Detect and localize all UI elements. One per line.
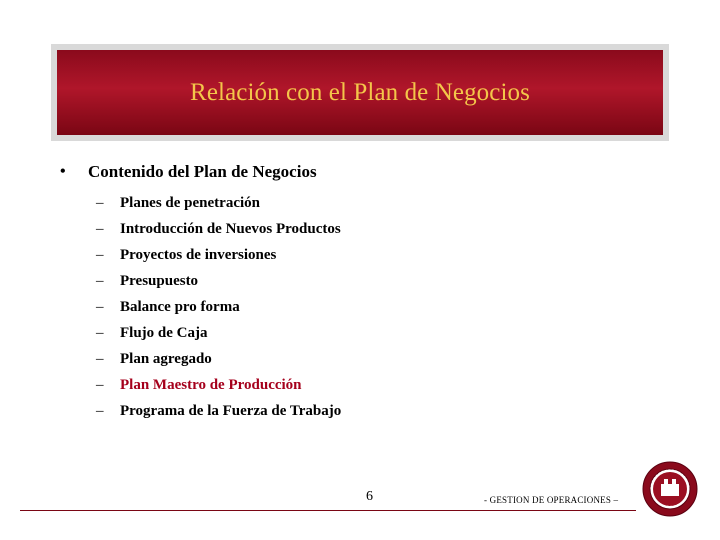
main-bullet <box>60 162 317 182</box>
title-frame <box>51 44 669 141</box>
slide-title: Relación con el Plan de Negocios <box>190 78 530 106</box>
university-seal-icon <box>641 460 699 518</box>
dash-icon: – <box>96 272 104 289</box>
bullet-icon: • <box>60 163 66 180</box>
dash-icon: – <box>96 194 104 211</box>
footer-divider <box>20 510 636 511</box>
dash-icon: – <box>96 220 104 237</box>
dash-icon: – <box>96 298 104 315</box>
list-item: – Plan agregado <box>96 350 212 367</box>
page-number: 6 <box>366 489 373 504</box>
footer-text: - GESTION DE OPERACIONES – <box>484 495 619 505</box>
dash-icon: – <box>96 324 104 341</box>
list-item: – Planes de penetración <box>96 194 260 211</box>
list-item: – Introducción de Nuevos Productos <box>96 220 341 237</box>
list-item: – Balance pro forma <box>96 298 240 315</box>
sub-list <box>96 190 341 424</box>
dash-icon: – <box>96 350 104 367</box>
dash-icon: – <box>96 246 104 263</box>
list-item-highlighted: – Plan Maestro de Producción <box>96 376 302 393</box>
list-item: – Programa de la Fuerza de Trabajo <box>96 402 342 419</box>
title-box <box>57 50 663 135</box>
dash-icon: – <box>96 376 104 393</box>
list-item: – Proyectos de inversiones <box>96 246 277 263</box>
main-bullet-text: Contenido del Plan de Negocios <box>88 162 317 181</box>
dash-icon: – <box>96 402 104 419</box>
list-item: – Presupuesto <box>96 272 199 289</box>
list-item: – Flujo de Caja <box>96 324 208 341</box>
